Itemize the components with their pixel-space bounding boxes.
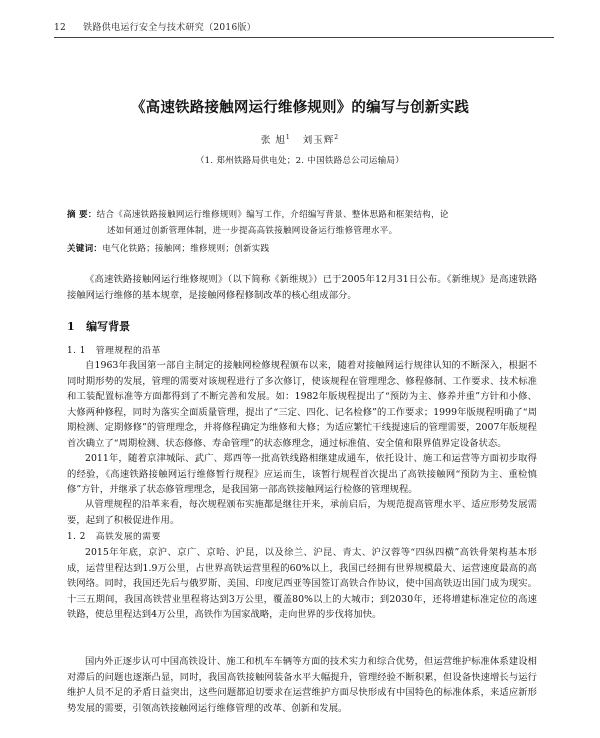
abstract-label: 摘 要： — [67, 210, 97, 220]
body-paragraph: 国内外正逐步认可中国高铁设计、施工和机车车辆等方面的技术实力和综合优势，但运营维护标准体系建设相对滞后的问题也逐渐凸显，同时，我国高铁接触网装备水平大幅提升，管理经验不断积累，但设备快速增长与运行维护人员不足的矛盾日益突出，这些问题都迫切要求在运营维护方面尽快形成有中国特色的标准体系，来适应新形势发展的需要，引领高铁接触网运行维修管理的改革、创新和发展。 — [67, 656, 537, 714]
abstract-text: 结合《高速铁路接触网运行维修规则》编写工作，介绍编写背景、整体思路和框架结构，论 — [96, 210, 449, 220]
page-number: 12 — [54, 23, 67, 33]
body-paragraph: 2011年，随着京津城际、武广、郑西等一批高铁线路相继建成通车，依托设计、施工和运营等方面初步取得的经验，《高速铁路接触网运行维修暂行规程》应运而生，该暂行规程首次提出了高铁接触网“预防为主、重检慎修”方针，并继承了状态修管理理念，是我国第一部高铁接触网运行检修的管理规程。 — [67, 453, 537, 496]
abstract — [67, 207, 537, 239]
keywords-text: 电气化铁路；接触网；维修规则；创新实践 — [102, 244, 270, 254]
subsection-title: 管理规程的沿革 — [95, 346, 161, 356]
paper-title: 《高速铁路接触网运行维修规则》的编写与创新实践 — [130, 99, 470, 116]
section-number: 1 — [67, 320, 75, 333]
body-paragraph: 自1963年我国第一部自主制定的接触网检修规程颁布以来，随着对接触网运行规律认知的不断深入，根据不同时期形势的发展，管理的需要对该规程进行了多次修订，使该规程在管理理念、修程修制、工作要求、技术标准和工装配置标准等方面都得到了不断完善和发展。如：1982年版规程提出了“预防为主、修养并重”方针和小修、大修两种修程，同时为落实全面质量管理，提出了“三定、四化、记名检修”的工作要求；1999年版规程明确了“周期检测、定期修修”的管理理念，并将修程确定为维修和大修；为适应繁忙干线提速后的管理需要，2007年版规程首次确立了“周期检测、状态修修、寿命管理”的状态修理念，通过标准值、安全值和限界值界定设备状态。 — [67, 360, 537, 449]
body-paragraph: 从管理规程的沿革来看，每次规程颁布实施都是继往开来，承前启后，为规范提高管理水平、适应形势发展需要，起到了积极促进作用。 — [67, 499, 537, 526]
subsection-number: 1. 1 — [67, 346, 86, 356]
keywords-label: 关键词： — [67, 244, 103, 254]
author-line — [50, 132, 550, 146]
subsection-title: 高铁发展的需要 — [95, 532, 161, 542]
author-name: 张 旭 — [260, 135, 286, 146]
author-name: 刘玉辉 — [302, 135, 335, 146]
body-paragraph: 2015年年底，京沪、京广、京哈、沪昆，以及徐兰、沪昆、青太、沪汉蓉等“四纵四横”高铁骨架构基本形成，运营里程达到1.9万公里，占世界高铁运营里程的60%以上，我国已经拥有世界规模最大、运营速度最高的高铁网络。同时，我国还先后与俄罗斯、美国、印度尼西亚等国签订高铁合作协议，使中国高铁迈出国门成为现实。十三五期间，我国高铁营业里程将达到3万公里，覆盖80%以上的大城市；到2030年，还将增建标准定位的高速铁路，使总里程达到4万公里，高铁作为国家战略，走向世界的步伐将加快。 — [67, 547, 537, 621]
subsection-heading — [67, 343, 161, 356]
affiliation: （1. 郑州铁路局供电处；2. 中国铁路总公司运输局） — [195, 156, 405, 166]
section-title: 编写背景 — [86, 320, 131, 333]
section-heading — [67, 318, 130, 334]
keywords — [67, 242, 537, 254]
abstract-text-continued: 述如何通过创新管理体制，进一步提高高铁接触网设备运行维修管理水平。 — [107, 226, 398, 236]
journal-title: 铁路供电运行安全与技术研究（2016版） — [83, 23, 257, 33]
subsection-number: 1. 2 — [67, 532, 86, 542]
intro-paragraph: 《高速铁路接触网运行维修规则》（以下简称《新维规》）已于2005年12月31日公布。《新维规》是高速铁路接触网运行维修的基本规章，是接触网修程修制改革的核心组成部分。 — [67, 274, 537, 301]
author-affil-mark: 2 — [334, 133, 340, 141]
subsection-heading — [67, 529, 161, 542]
author-affil-mark: 1 — [285, 133, 291, 141]
running-header — [54, 20, 554, 38]
